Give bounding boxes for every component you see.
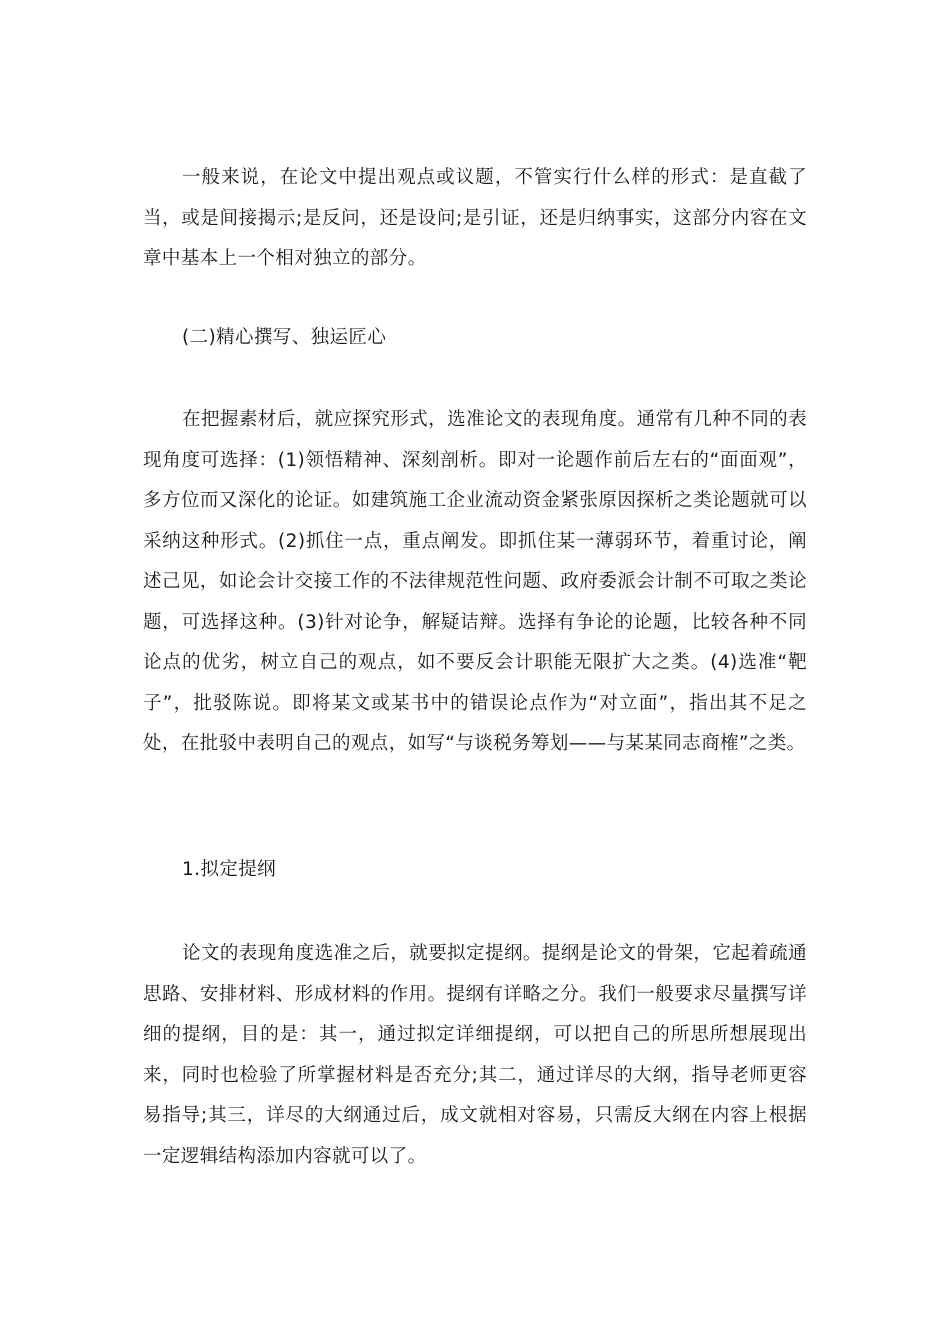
paragraph-intro: 一般来说，在论文中提出观点或议题，不管实行什么样的形式：是直截了当，或是间接揭示;是反问，还是设问;是引证，还是归纳事实，这部分内容在文章中基本上一个相对独立的部分。 xyxy=(143,167,807,269)
paragraph-perspectives: 在把握素材后，就应探究形式，选准论文的表现角度。通常有几种不同的表现角度可选择：(1)领悟精神、深刻剖析。即对一论题作前后左右的“面面观”，多方位而又深化的论证。如建筑施工企业流动资金紧张原因探析之类论题就可以采纳这种形式。(2)抓住一点，重点阐发。即抓住某一薄弱环节，着重讨论，阐述己见，如论会计交接工作的不法律规范性问题、政府委派会计制不可取之类论题，可选择这种。(3)针对论争，解疑诘辩。选择有争论的论题，比较各种不同论点的优劣，树立自己的观点，如不要反会计职能无限扩大之类。(4)选准“靶子”，批驳陈说。即将某文或某书中的错误论点作为“对立面”，指出其不足之处，在批驳中表明自己的观点，如写“与谈税务筹划——与某某同志商榷”之类。 xyxy=(143,409,807,754)
section-heading-outline: 1.拟定提纲 xyxy=(182,859,277,880)
section-heading-writing: (二)精心撰写、独运匠心 xyxy=(182,327,387,348)
paragraph-outline: 论文的表现角度选准之后，就要拟定提纲。提纲是论文的骨架，它起着疏通思路、安排材料、形成材料的作用。提纲有详略之分。我们一般要求尽量撰写详细的提纲，目的是：其一，通过拟定详细提纲，可以把自己的所思所想展现出来，同时也检验了所掌握材料是否充分;其二，通过详尽的大纲，指导老师更容易指导;其三，详尽的大纲通过后，成文就相对容易，只需反大纲在内容上根据一定逻辑结构添加内容就可以了。 xyxy=(143,943,807,1167)
